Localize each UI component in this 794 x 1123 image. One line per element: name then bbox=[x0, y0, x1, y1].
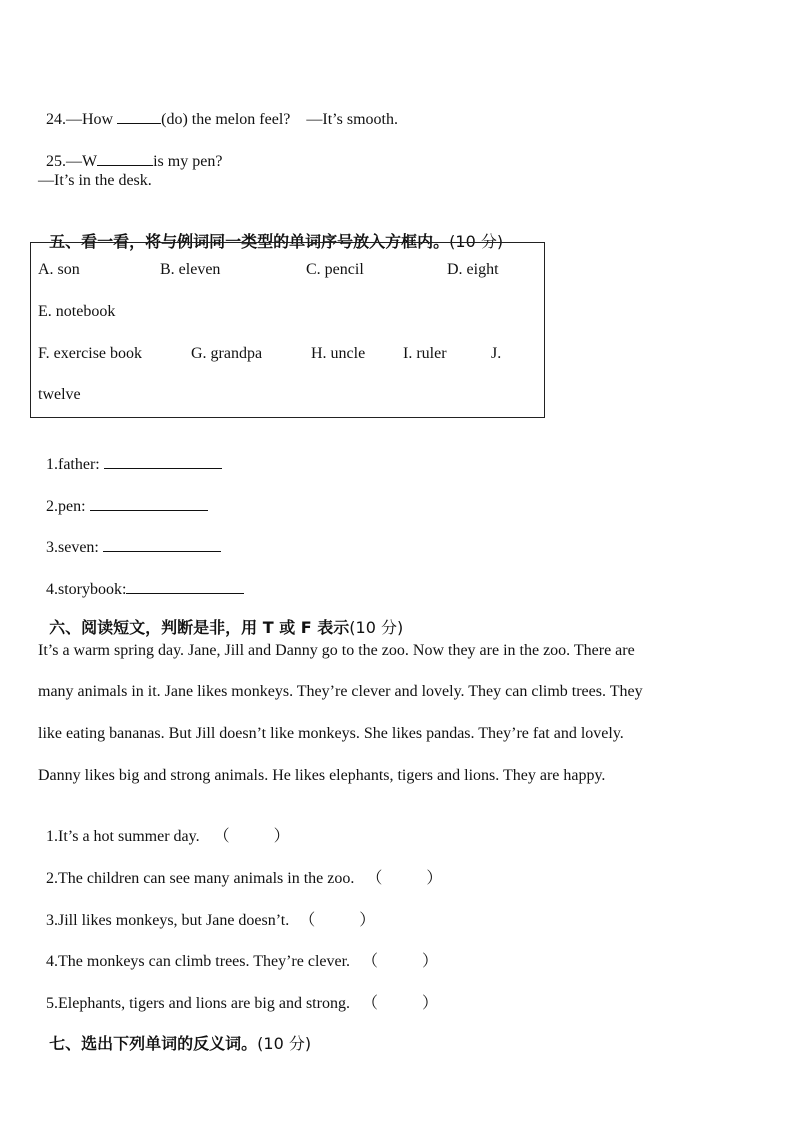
q24-suffix: (do) the melon feel? bbox=[161, 111, 291, 128]
option-c: C. pencil bbox=[306, 261, 364, 278]
classify-item-3 bbox=[38, 516, 221, 558]
option-f: F. exercise book bbox=[38, 345, 143, 362]
classify-item-label: 2.pen: bbox=[46, 498, 90, 515]
tf-answer-bracket[interactable]: （ ） bbox=[299, 912, 376, 929]
q24-answer: —It’s smooth. bbox=[306, 111, 398, 128]
tf-question-1 bbox=[38, 807, 290, 847]
classify-answer-blank[interactable] bbox=[103, 536, 221, 552]
section-6-heading bbox=[38, 598, 403, 638]
tf-answer-bracket[interactable]: （ ） bbox=[362, 953, 439, 970]
option-b: B. eleven bbox=[160, 261, 221, 278]
classify-item-label: 1.father: bbox=[46, 456, 104, 473]
section-7-heading bbox=[38, 1014, 311, 1054]
classify-item-2 bbox=[38, 475, 208, 517]
section-6-points: (10 分) bbox=[349, 618, 404, 637]
tf-question-5 bbox=[38, 974, 438, 1014]
option-e: E. notebook bbox=[38, 303, 116, 320]
classify-answer-blank[interactable] bbox=[90, 495, 208, 511]
section-6-title: 六、阅读短文，判断是非，用 T 或 F 表示 bbox=[49, 618, 350, 637]
q24-blank[interactable] bbox=[117, 108, 161, 124]
classify-answer-blank[interactable] bbox=[104, 453, 222, 469]
section-7-title: 七、选出下列单词的反义词。 bbox=[49, 1034, 258, 1053]
tf-question-4 bbox=[38, 932, 438, 972]
classify-item-4 bbox=[38, 558, 244, 600]
option-i: I. ruler bbox=[403, 345, 447, 362]
option-g: G. grandpa bbox=[191, 345, 263, 362]
tf-answer-bracket[interactable]: （ ） bbox=[361, 995, 438, 1012]
passage-line-4: Danny likes big and strong animals. He likes elephants, tigers and lions. They are happy. bbox=[38, 767, 606, 784]
q25-prefix: 25.—W bbox=[46, 153, 98, 170]
passage-line-2: many animals in it. Jane likes monkeys. They’re clever and lovely. They can climb trees. They bbox=[38, 683, 643, 700]
tf-answer-bracket[interactable]: （ ） bbox=[213, 828, 290, 845]
option-d: D. eight bbox=[447, 261, 499, 278]
tf-question-3 bbox=[38, 891, 375, 931]
question-24 bbox=[38, 88, 398, 130]
option-a: A. son bbox=[38, 261, 80, 278]
q25-blank[interactable] bbox=[97, 150, 153, 166]
classify-answer-blank[interactable] bbox=[126, 578, 244, 594]
option-j-letter: J. bbox=[491, 345, 502, 362]
option-h: H. uncle bbox=[311, 345, 366, 362]
q25-suffix: is my pen? bbox=[153, 153, 223, 170]
question-25-answer: —It’s in the desk. bbox=[38, 172, 152, 189]
question-25 bbox=[38, 130, 222, 172]
tf-question-text: 5.Elephants, tigers and lions are big and strong. bbox=[46, 995, 350, 1012]
passage-line-1: It’s a warm spring day. Jane, Jill and Danny go to the zoo. Now they are in the zoo. There are bbox=[38, 642, 635, 659]
section-5-title: 五、看一看，将与例词同一类型的单词序号放入方框内。 bbox=[49, 232, 450, 251]
tf-question-2 bbox=[38, 849, 442, 889]
classify-item-label: 4.storybook: bbox=[46, 581, 127, 598]
section-7-points: (10 分) bbox=[257, 1034, 312, 1053]
section-5-points: (10 分) bbox=[449, 232, 504, 251]
tf-question-text: 3.Jill likes monkeys, but Jane doesn’t. bbox=[46, 912, 290, 929]
classify-item-1 bbox=[38, 433, 222, 475]
tf-answer-bracket[interactable]: （ ） bbox=[366, 870, 443, 887]
option-j-word: twelve bbox=[38, 386, 81, 403]
tf-question-text: 2.The children can see many animals in the zoo. bbox=[46, 870, 355, 887]
passage-line-3: like eating bananas. But Jill doesn’t like monkeys. She likes pandas. They’re fat and lovely. bbox=[38, 725, 624, 742]
tf-question-text: 1.It’s a hot summer day. bbox=[46, 828, 200, 845]
q24-prefix: 24.—How bbox=[46, 111, 118, 128]
classify-item-label: 3.seven: bbox=[46, 539, 103, 556]
tf-question-text: 4.The monkeys can climb trees. They’re clever. bbox=[46, 953, 351, 970]
